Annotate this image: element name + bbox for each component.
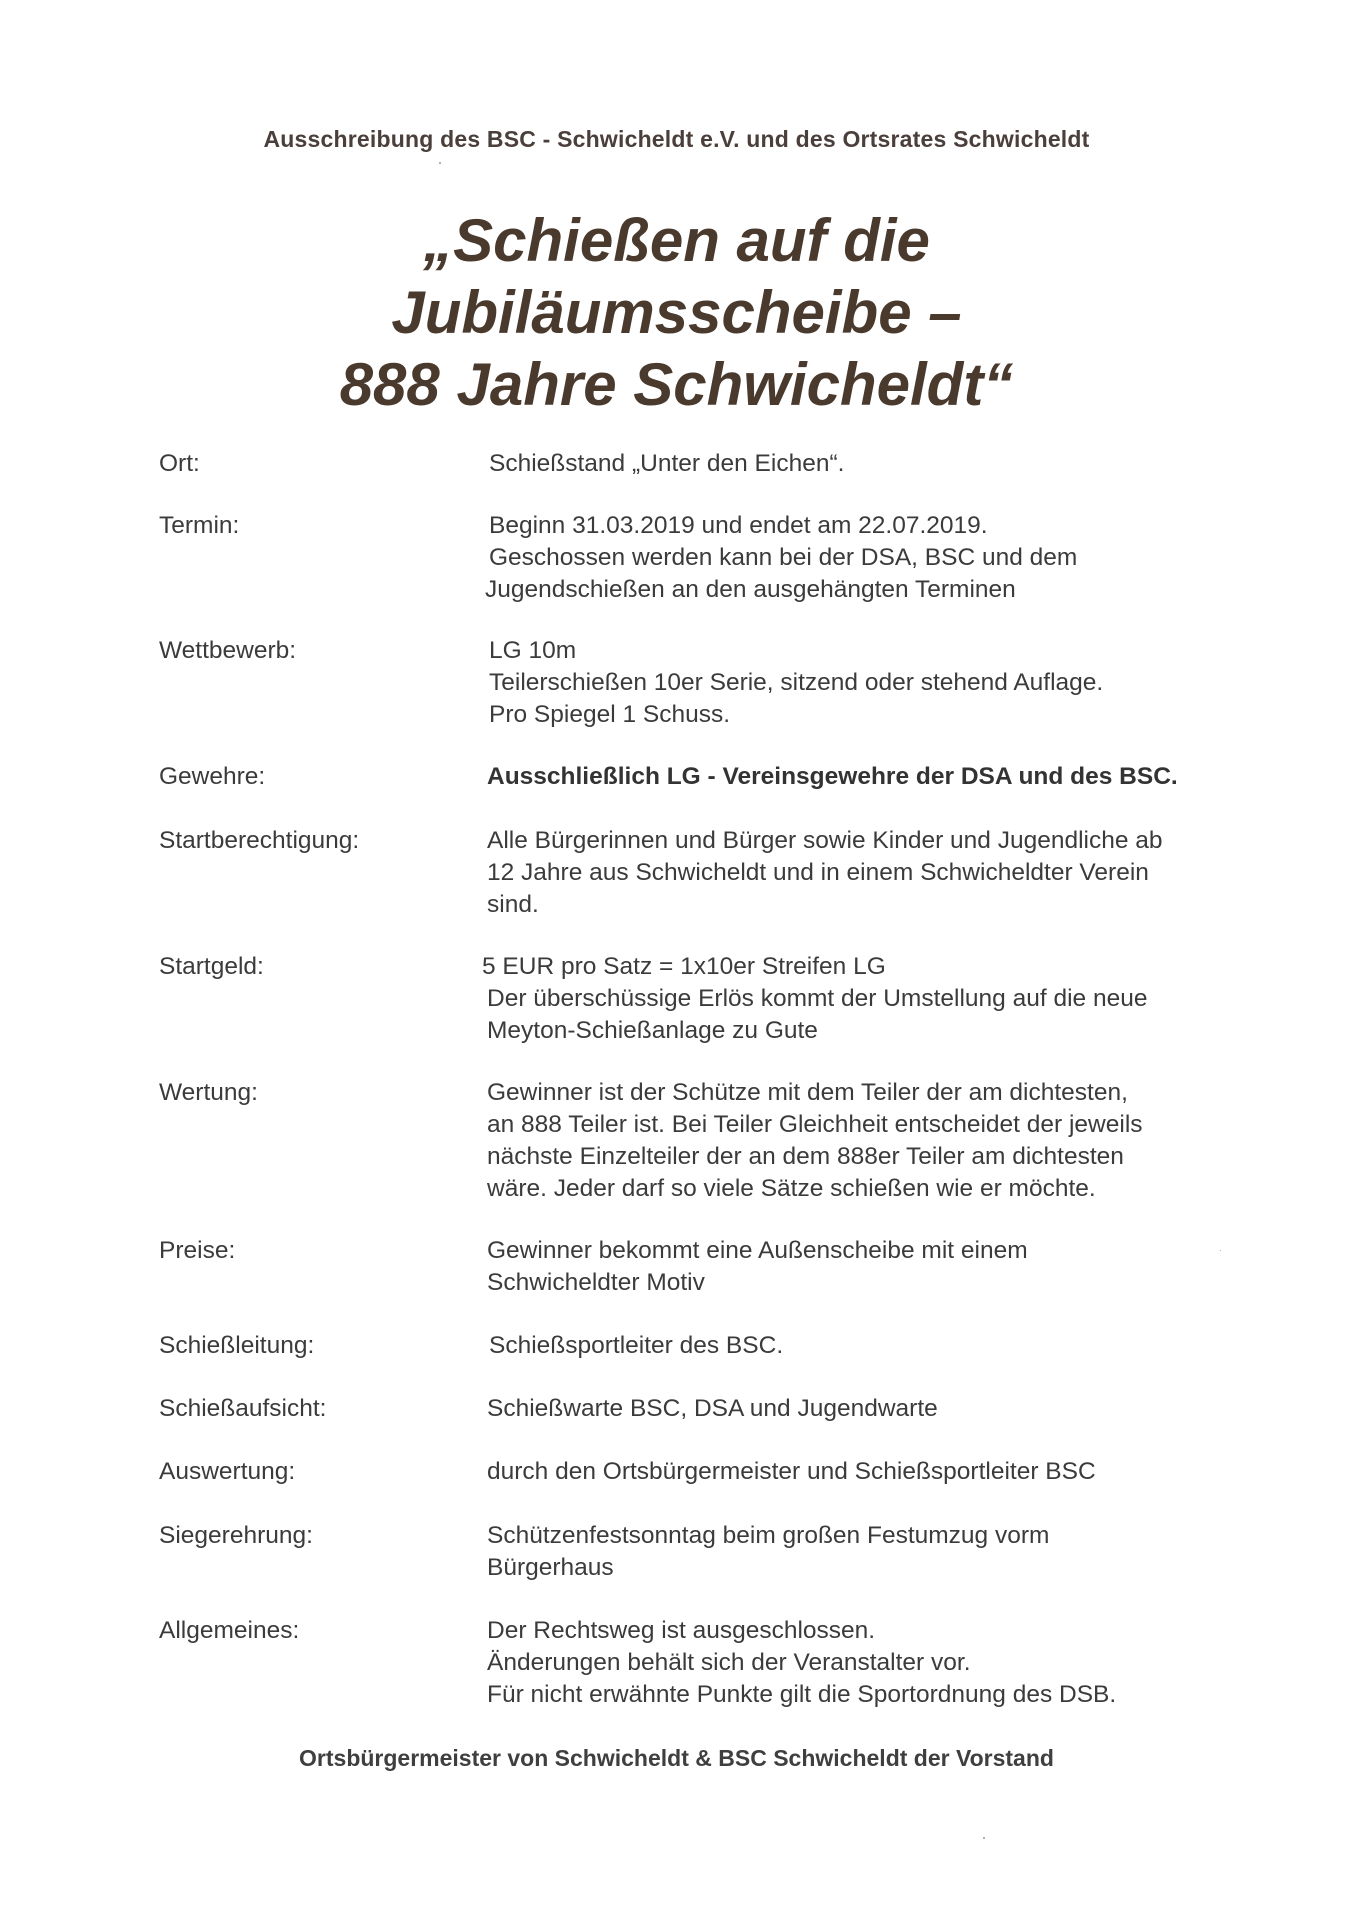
- value-line: Gewinner bekommt eine Außenscheibe mit einem: [487, 1237, 1028, 1264]
- row-value: [489, 1330, 1279, 1362]
- value-line: Ausschließlich LG - Vereinsgewehre der DSA und des BSC.: [487, 763, 1178, 790]
- row-label: Termin:: [159, 512, 240, 539]
- row-label: Ort:: [159, 450, 200, 477]
- value-line: an 888 Teiler ist. Bei Teiler Gleichheit entscheidet der jeweils: [487, 1111, 1143, 1138]
- value-line: Bürgerhaus: [487, 1554, 614, 1581]
- value-line: Meyton-Schießanlage zu Gute: [487, 1017, 818, 1044]
- value-line: LG 10m: [489, 637, 577, 664]
- row-value: [487, 1235, 1277, 1299]
- row-label: Allgemeines:: [159, 1617, 300, 1644]
- value-line: Geschossen werden kann bei der DSA, BSC und dem: [489, 544, 1078, 571]
- scan-speck: [983, 1837, 985, 1839]
- value-line: Der Rechtsweg ist ausgeschlossen.: [487, 1617, 876, 1644]
- row-value: [487, 825, 1277, 921]
- row-label: Preise:: [159, 1237, 236, 1264]
- value-line: Pro Spiegel 1 Schuss.: [489, 701, 731, 728]
- value-line: Änderungen behält sich der Veranstalter vor.: [487, 1649, 971, 1676]
- value-line: 12 Jahre aus Schwicheldt und in einem Schwicheldter Verein: [487, 859, 1149, 886]
- header-line: Ausschreibung des BSC - Schwicheldt e.V. und des Ortsrates Schwicheldt: [263, 126, 1090, 152]
- row-value: [482, 951, 1272, 1047]
- row-label: Siegerehrung:: [159, 1522, 313, 1549]
- value-line: Schießwarte BSC, DSA und Jugendwarte: [487, 1395, 938, 1422]
- value-line: Alle Bürgerinnen und Bürger sowie Kinder und Jugendliche ab: [487, 827, 1163, 854]
- value-line: wäre. Jeder darf so viele Sätze schießen wie er möchte.: [487, 1175, 1096, 1202]
- row-label: Schießleitung:: [159, 1332, 315, 1359]
- row-value: [487, 1077, 1277, 1205]
- value-line: Schießstand „Unter den Eichen“.: [489, 450, 845, 477]
- row-value: [489, 448, 1279, 480]
- value-line: durch den Ortsbürgermeister und Schießsportleiter BSC: [487, 1458, 1096, 1485]
- value-line: Beginn 31.03.2019 und endet am 22.07.2019.: [489, 512, 988, 539]
- value-line: Der überschüssige Erlös kommt der Umstellung auf die neue: [487, 985, 1148, 1012]
- footer-signature-line: Ortsbürgermeister von Schwicheldt & BSC Schwicheldt der Vorstand: [299, 1745, 1054, 1771]
- document-title: [0, 205, 1353, 421]
- value-line: Jugendschießen an den ausgehängten Terminen: [485, 576, 1016, 603]
- row-label: Wertung:: [159, 1079, 258, 1106]
- row-label: Wettbewerb:: [159, 637, 297, 664]
- value-line: 5 EUR pro Satz = 1x10er Streifen LG: [482, 953, 886, 980]
- row-value: [487, 1615, 1277, 1711]
- row-value: [487, 1393, 1277, 1425]
- row-value: [489, 635, 1279, 731]
- row-value: [485, 510, 1279, 606]
- value-line: Für nicht erwähnte Punkte gilt die Sportordnung des DSB.: [487, 1681, 1117, 1708]
- row-label: Startgeld:: [159, 953, 264, 980]
- scan-speck: [1220, 1250, 1221, 1251]
- row-label: Schießaufsicht:: [159, 1395, 327, 1422]
- row-label: Startberechtigung:: [159, 827, 360, 854]
- value-line: Schützenfestsonntag beim großen Festumzug vorm: [487, 1522, 1050, 1549]
- value-line: nächste Einzelteiler der an dem 888er Teiler am dichtesten: [487, 1143, 1124, 1170]
- row-value: [487, 1456, 1277, 1488]
- title-line-2: Jubiläumsscheibe –: [391, 279, 962, 346]
- value-line: sind.: [487, 891, 539, 918]
- value-line: Schwicheldter Motiv: [487, 1269, 705, 1296]
- value-line: Gewinner ist der Schütze mit dem Teiler der am dichtesten,: [487, 1079, 1128, 1106]
- row-value: [487, 761, 1277, 793]
- value-line: Teilerschießen 10er Serie, sitzend oder stehend Auflage.: [489, 669, 1104, 696]
- row-value: [487, 1520, 1277, 1584]
- title-line-3: 888 Jahre Schwicheldt“: [339, 351, 1014, 418]
- row-label: Auswertung:: [159, 1458, 296, 1485]
- value-line: Schießsportleiter des BSC.: [489, 1332, 784, 1359]
- scan-speck: [439, 162, 441, 164]
- row-label: Gewehre:: [159, 763, 266, 790]
- title-line-1: „Schießen auf die: [423, 207, 930, 274]
